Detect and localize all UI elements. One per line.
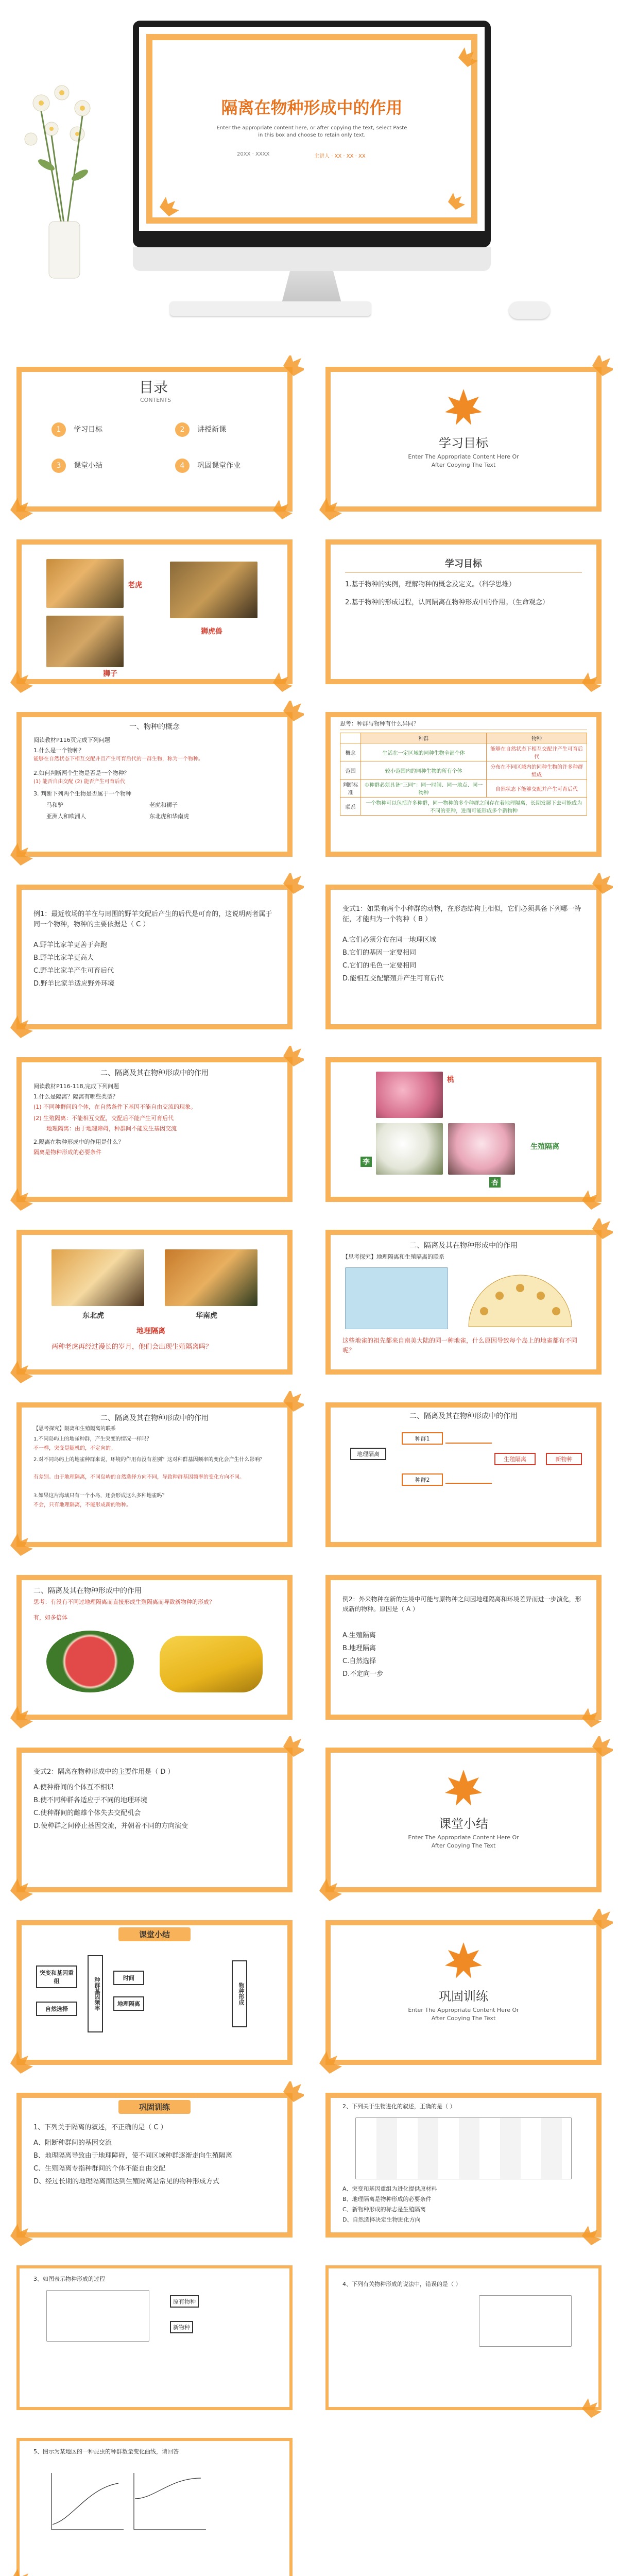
practice-opt-b: B、地理隔离导致由于地理障碍，使不同区域种群逐渐走向生殖隔离 xyxy=(33,2152,232,2160)
table-header-blank xyxy=(340,733,361,743)
example2-slide xyxy=(314,1564,613,1731)
table-cell: 能够在自然状态下相互交配并产生可育后代 xyxy=(487,743,587,761)
q2-opt-c: C、新物种形成的标志是生殖隔离 xyxy=(342,2206,426,2213)
variant1-question: 变式1：如果有两个小种群的动物，在形态结构上相似，它们必须具备下列哪一特征，才能归为一个物种（ B ） xyxy=(342,905,581,924)
galapagos-map xyxy=(345,1267,448,1329)
summary-gene-freq: 种群基因频率 xyxy=(88,1955,103,2032)
galapagos-heading: 二、隔离及其在物种形成中的作用 xyxy=(409,1242,518,1250)
flower-vase-decoration xyxy=(10,72,118,289)
isolation-a1: (1) 不同种群间的个体，在自然条件下基因不能自由交流的现象。 xyxy=(33,1104,197,1110)
species-population-table xyxy=(340,733,587,816)
example2-question: 例2：外来物种在新的生境中可能与原物种之间因地理隔离和环境差异而进一步演化，形成新的物种。原因是（ A ） xyxy=(342,1596,581,1613)
variant1-opt-c: C.它们的毛色一定要相同 xyxy=(342,962,417,970)
summary-mutation: 突变和基因重组 xyxy=(36,1965,77,1988)
table-cell: 分布在不同区域内的同种生物的许多种群组成 xyxy=(487,761,587,779)
concept-lead: 阅读教材P116页完成下列问题 xyxy=(33,737,110,743)
concept-opt-b: 老虎和狮子 xyxy=(149,802,178,808)
table-cell: 生活在一定区域的同种生物全部个体 xyxy=(361,743,487,761)
variant1-opt-a: A.它们必须分布在同一地理区域 xyxy=(342,936,436,944)
iso2-a2: 有差别。由于地理隔离，不同岛屿的自然选择方向不同，导致种群基因频率的变化方向不同。 xyxy=(33,1475,245,1480)
isolation-heading: 二、隔离及其在物种形成中的作用 xyxy=(100,1069,209,1077)
example1-opt-a: A.野羊比家羊更善于奔跑 xyxy=(33,941,107,949)
example1-opt-d: D.野羊比家羊适应野外环境 xyxy=(33,980,115,988)
concept-q2: 2.如何判断两个生物是否是一个物种？ xyxy=(33,770,130,776)
example1-opt-b: B.野羊比家羊更高大 xyxy=(33,954,94,962)
fruit-question: 思考：有没有不同过地理隔离而直接形成生殖隔离而导致新物种的形成？ xyxy=(33,1599,215,1605)
table-header: 物种 xyxy=(487,733,587,743)
diagram-slide xyxy=(314,1391,613,1558)
variant2-slide xyxy=(5,1736,304,1904)
plum-label: 李 xyxy=(360,1157,372,1167)
toc-title-en: CONTENTS xyxy=(140,397,171,403)
table-cell: 较小范围内的同种生物的所有个体 xyxy=(361,761,487,779)
toc-label: 课堂小结 xyxy=(74,462,103,470)
concept-opt-c: 亚洲人和欧洲人 xyxy=(46,813,86,820)
table-row-key: 判断标准 xyxy=(340,779,361,798)
q4-figure xyxy=(479,2295,572,2347)
toc-item-4[interactable] xyxy=(175,459,288,479)
summary-section-slide xyxy=(314,1736,613,1904)
practice-section-slide xyxy=(314,1909,613,2076)
galapagos-sub: 【思考探究】地理隔离和生殖隔离的联系 xyxy=(342,1253,444,1260)
banana-photo xyxy=(160,1636,263,1692)
concept-heading: 一、物种的概念 xyxy=(129,723,180,731)
concept-opt-d: 东北虎和华南虎 xyxy=(149,813,189,820)
toc-label: 学习目标 xyxy=(74,426,103,434)
isolation-slide xyxy=(5,1046,304,1213)
toc-num: 3 xyxy=(52,459,66,473)
table-row-key: 范围 xyxy=(340,761,361,779)
fruit-answer: 有，如多倍体 xyxy=(33,1614,67,1621)
toc-num: 4 xyxy=(175,459,190,473)
cover-subtitle: Enter the appropriate content here, or after copying the text, select Paste in this box and choose to retain only text. xyxy=(216,125,407,138)
practice-section-en1: Enter The Appropriate Content Here Or xyxy=(408,2007,519,2013)
lion-photo xyxy=(46,616,124,667)
concept-opt-a: 马和驴 xyxy=(46,802,63,808)
table-header: 种群 xyxy=(361,733,487,743)
q3-figure xyxy=(46,2290,149,2342)
cover-slide xyxy=(0,0,618,350)
galapagos-question: 这些地雀的祖先都来自南美大陆的同一种地雀，什么原因导致每个岛上的地雀都有不同呢？ xyxy=(342,1337,578,1354)
goal-section-en1: Enter The Appropriate Content Here Or xyxy=(408,453,519,460)
iso2-q3: 3.如果这片海域只有一个小岛，还会形成这么多种地雀吗？ xyxy=(33,1493,167,1499)
liger-label: 狮虎兽 xyxy=(201,628,222,636)
summary-map-slide xyxy=(5,1909,304,2076)
peach-label: 桃 xyxy=(447,1076,454,1084)
summary-speciation: 物种形成 xyxy=(232,1960,247,2027)
table-slide xyxy=(314,701,613,868)
variant1-slide xyxy=(314,873,613,1041)
summary-section-title: 课堂小结 xyxy=(439,1817,488,1831)
toc-label: 巩固课堂作业 xyxy=(197,462,241,470)
fruit-slide xyxy=(5,1564,304,1731)
practice-q4-slide xyxy=(314,2254,613,2421)
fruit-heading: 二、隔离及其在物种形成中的作用 xyxy=(33,1587,142,1595)
concept-q3: 3. 判断下列两个生物是否属于一个物种 xyxy=(33,790,131,797)
practice-q1-slide xyxy=(5,2081,304,2249)
table-cell: 一个物种可以包括许多种群，同一物种的多个种群之间存在着地理隔离，长期发展下去可能成为不同的亚种，进而可能形成多个新物种 xyxy=(361,798,587,816)
example2-opt-a: A.生殖隔离 xyxy=(342,1632,376,1639)
isolation-a4: 隔离是物种形成的必要条件 xyxy=(33,1149,101,1156)
table-row-key: 联系 xyxy=(340,798,361,816)
blossom-slide xyxy=(314,1046,613,1213)
peach-blossom-photo xyxy=(376,1072,443,1118)
summary-section-en2: After Copying The Text xyxy=(431,1842,496,1849)
practice-opt-d: D、经过长期的地理隔离而达到生殖隔离是常见的物种形成方式 xyxy=(33,2178,220,2185)
concept-slide xyxy=(5,701,304,868)
toc-num: 2 xyxy=(175,422,190,437)
goal-2: 2.基于物种的形成过程，认同隔离在物种形成中的作用。（生命观念） xyxy=(345,599,549,606)
q3-title: 3、如图表示物种形成的过程 xyxy=(33,2276,105,2282)
q2-question: 2、下列关于生物进化的叙述，正确的是（ ） xyxy=(342,2103,456,2110)
iso2-a3: 不会，只有地理隔离，不能形成新的物种。 xyxy=(33,1502,131,1508)
iso2-q1: 1.不同岛屿上的地雀种群，产生突变的情况一样吗？ xyxy=(33,1436,152,1442)
practice-q5-slide xyxy=(5,2427,304,2576)
table-cell: 自然状态下能够交配并产生可育后代 xyxy=(487,779,587,798)
table-row-key: 概念 xyxy=(340,743,361,761)
toc-item-2[interactable] xyxy=(175,422,278,443)
south-china-tiger-label: 华南虎 xyxy=(196,1312,217,1320)
toc-title: 目录 xyxy=(139,379,168,396)
summary-heading: 课堂小结 xyxy=(118,1927,191,1941)
concept-a2: (1) 能否自由交配 (2) 能否产生可育后代 xyxy=(33,779,125,785)
example1-question: 例1：最近牧场的羊在与周围的野羊交配后产生的后代是可育的，这说明两者属于同一个物种，物种的主要依据是（ C ） xyxy=(33,910,272,929)
concept-a1: 能够在自然状态下相互交配并且产生可育后代的一群生物，称为一个物种。 xyxy=(33,756,203,762)
animals-photo-slide xyxy=(5,528,304,696)
example1-opt-c: C.野羊比家羊产生可育后代 xyxy=(33,967,114,975)
example1-slide xyxy=(5,873,304,1041)
isolation-lead: 阅读教材P116-118,完成下列问题 xyxy=(33,1083,119,1090)
apricot-label: 杏 xyxy=(489,1177,501,1188)
divider xyxy=(345,572,582,573)
variant2-opt-b: B.使不同种群各适应于不同的地理环境 xyxy=(33,1797,148,1804)
iso2-heading: 二、隔离及其在物种形成中的作用 xyxy=(100,1414,209,1422)
isolation-q2: 2.隔离在物种形成中的作用是什么？ xyxy=(33,1139,124,1145)
goal-section-slide xyxy=(314,355,613,523)
reproductive-isolation-label: 生殖隔离 xyxy=(530,1143,559,1151)
q2-figure xyxy=(355,2117,572,2179)
iso2-a1: 不一样，突变是随机的，不定向的。 xyxy=(33,1446,116,1451)
toc-label: 讲授新课 xyxy=(197,426,227,434)
iso2-sub: 【思考探究】隔离和生殖隔离的联系 xyxy=(33,1426,116,1432)
isolation-q1: 1.什么是隔离？隔离有哪些类型？ xyxy=(33,1093,118,1100)
variant2-question: 变式2：隔离在物种形成中的主要作用是（ D ） xyxy=(33,1768,175,1776)
isolation-a2: (2) 生殖隔离：不能相互交配，交配后不能产生可育后代 xyxy=(33,1115,174,1122)
apricot-blossom-photo xyxy=(448,1123,515,1175)
q5-question: 5、图示为某地区的一种昆虫的种群数量变化曲线，请回答 xyxy=(33,2448,179,2455)
q4-question: 4、下列有关物种形成的说法中，错误的是（ ） xyxy=(342,2281,461,2287)
variant1-opt-b: B.它们的基因一定要相同 xyxy=(342,949,417,957)
table-cell: ①种群必须具备“三同”：同一时间、同一地点、同一物种 xyxy=(361,779,487,798)
diagram-population-2: 种群2 xyxy=(402,1473,443,1486)
monitor-screen xyxy=(139,27,485,231)
iso-explore-slide xyxy=(5,1391,304,1558)
goal-1: 1.基于物种的实例，理解物种的概念及定义。（科学思维） xyxy=(345,581,516,588)
summary-time: 时间 xyxy=(113,1971,144,1985)
geographic-isolation-label: 地理隔离 xyxy=(136,1327,165,1335)
q2-opt-b: B、地理隔离是物种形成的必要条件 xyxy=(342,2196,432,2202)
summary-geo-isolation: 地理隔离 xyxy=(113,1996,144,2011)
iso2-q2: 2.对不同岛屿上的地雀种群来说，环境的作用有没有差别？这对种群基因频率的变化会产生什么影响？ xyxy=(33,1457,265,1463)
cover-year: 20XX · XXXX xyxy=(237,151,270,157)
variant2-opt-c: C.使种群间的雌雄个体失去交配机会 xyxy=(33,1809,141,1817)
practice-q3-slide xyxy=(5,2254,304,2421)
keyboard xyxy=(170,301,371,316)
diagram-geo-isolation: 地理隔离 xyxy=(350,1448,386,1460)
q2-opt-d: D、自然选择决定生物进化方向 xyxy=(342,2216,421,2223)
q3-original-species: 原有物种 xyxy=(170,2295,199,2308)
diagram-arrows xyxy=(445,1443,492,1484)
practice-q2-slide xyxy=(314,2081,613,2249)
tiger-photo xyxy=(46,559,124,608)
toc-num: 1 xyxy=(52,422,66,437)
example2-opt-b: B.地理隔离 xyxy=(342,1645,376,1652)
practice-section-title: 巩固训练 xyxy=(439,1989,488,2004)
summary-section-en1: Enter The Appropriate Content Here Or xyxy=(408,1834,519,1841)
goals-heading: 学习目标 xyxy=(445,558,482,569)
summary-selection: 自然选择 xyxy=(36,2002,77,2016)
concept-q1: 1.什么是一个物种？ xyxy=(33,747,84,754)
plum-blossom-photo xyxy=(376,1123,443,1175)
practice-question: 1、下列关于隔离的叙述，不正确的是（ C ） xyxy=(33,2124,167,2131)
lion-label: 狮子 xyxy=(103,670,117,678)
galapagos-slide xyxy=(314,1218,613,1386)
siberian-tiger-label: 东北虎 xyxy=(82,1312,104,1320)
table-heading: 思考：种群与物种有什么异同？ xyxy=(340,720,419,727)
diagram-new-species: 新物种 xyxy=(546,1453,582,1465)
cover-title: 隔离在物种形成中的作用 xyxy=(221,98,403,117)
watermelon-photo xyxy=(46,1631,134,1692)
q2-opt-a: A、突变和基因重组为进化提供原材料 xyxy=(342,2185,437,2192)
goal-section-en2: After Copying The Text xyxy=(431,462,496,468)
monitor-chin xyxy=(133,247,491,271)
diagram-repro-isolation: 生殖隔离 xyxy=(494,1453,536,1465)
mouse xyxy=(509,301,550,319)
siberian-tiger-photo xyxy=(52,1249,144,1306)
variant1-opt-d: D.能相互交配繁殖并产生可育后代 xyxy=(342,975,444,982)
toc-item-3[interactable] xyxy=(52,459,154,479)
practice-section-en2: After Copying The Text xyxy=(431,2015,496,2022)
practice-opt-a: A、阻断种群间的基因交流 xyxy=(33,2139,112,2147)
variant2-opt-a: A.使种群间的个体互不相识 xyxy=(33,1784,114,1791)
practice-opt-c: C、生殖隔离专指种群间的个体不能自由交配 xyxy=(33,2165,166,2173)
practice-heading: 巩固训练 xyxy=(118,2100,191,2114)
goals-text-slide xyxy=(314,528,613,696)
tigers-question: 两种老虎再经过漫长的岁月，他们会出现生殖隔离吗？ xyxy=(52,1343,213,1351)
tigers-slide xyxy=(5,1218,304,1386)
toc-item-1[interactable] xyxy=(52,422,154,443)
isolation-a3: 地理隔离：由于地理障碍，种群间不能发生基因交流 xyxy=(46,1125,177,1132)
variant2-opt-d: D.使种群之间停止基因交流，并朝着不同的方向演变 xyxy=(33,1822,188,1830)
q3-new-species: 新物种 xyxy=(170,2321,193,2333)
south-china-tiger-photo xyxy=(165,1249,258,1306)
liger-photo xyxy=(170,562,258,618)
toc-slide xyxy=(5,355,304,523)
diagram-heading: 二、隔离及其在物种形成中的作用 xyxy=(409,1412,518,1420)
diagram-population-1: 种群1 xyxy=(402,1432,443,1445)
example2-opt-c: C.自然选择 xyxy=(342,1657,376,1665)
goal-section-title: 学习目标 xyxy=(439,436,488,450)
example2-opt-d: D.不定向一步 xyxy=(342,1670,384,1678)
cover-meta: 主讲人 · XX · XX · XX xyxy=(314,154,366,159)
tiger-label: 老虎 xyxy=(128,581,142,589)
